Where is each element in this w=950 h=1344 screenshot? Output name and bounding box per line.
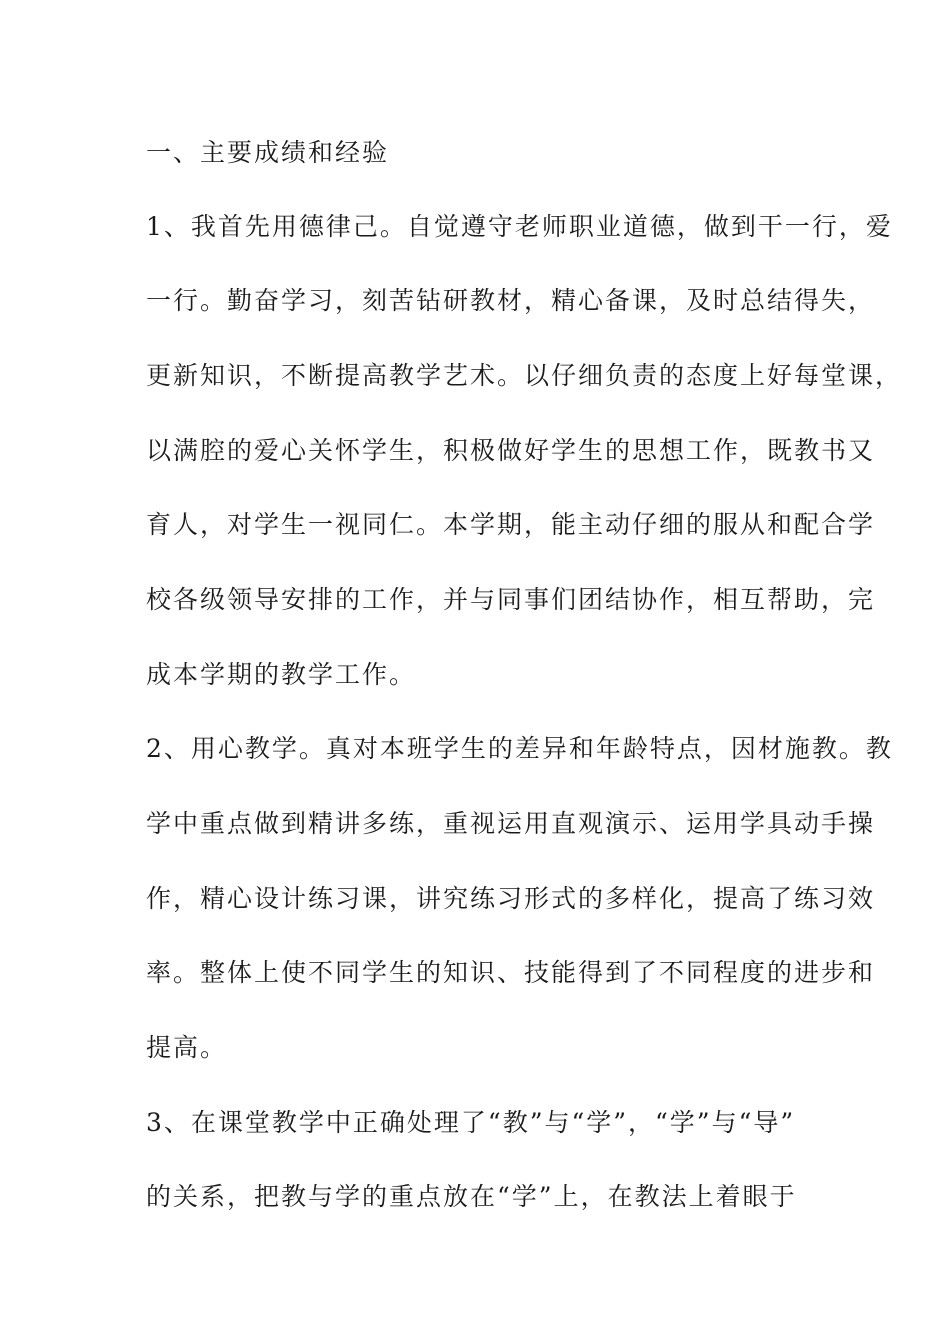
section-heading: 一、主要成绩和经验 — [146, 138, 390, 167]
paragraph-2-line-4: 率。整体上使不同学生的知识、技能得到了不同程度的进步和 — [146, 958, 876, 987]
paragraph-1-line-4: 以满腔的爱心关怀学生，积极做好学生的思想工作，既教书又 — [146, 436, 876, 465]
paragraph-1-line-5: 育人，对学生一视同仁。本学期，能主动仔细的服从和配合学 — [146, 510, 876, 539]
paragraph-3-line-2: 的关系，把教与学的重点放在“学”上，在教法上着眼于 — [146, 1182, 797, 1211]
paragraph-2-line-1: 2、用心教学。真对本班学生的差异和年龄特点，因材施教。教 — [146, 734, 893, 763]
paragraph-2-line-3: 作，精心设计练习课，讲究练习形式的多样化，提高了练习效 — [146, 884, 876, 913]
paragraph-2-line-5: 提高。 — [146, 1033, 228, 1062]
paragraph-1-line-1: 1、我首先用德律己。自觉遵守老师职业道德，做到干一行，爱 — [146, 212, 893, 241]
paragraph-1-line-7: 成本学期的教学工作。 — [146, 660, 417, 689]
paragraph-1-line-6: 校各级领导安排的工作，并与同事们团结协作，相互帮助，完 — [146, 585, 876, 614]
paragraph-1-line-2: 一行。勤奋学习，刻苦钻研教材，精心备课，及时总结得失， — [146, 286, 876, 315]
paragraph-3-line-1: 3、在课堂教学中正确处理了“教”与“学”，“学”与“导” — [146, 1108, 796, 1137]
paragraph-2-line-2: 学中重点做到精讲多练，重视运用直观演示、运用学具动手操 — [146, 809, 876, 838]
paragraph-1-line-3: 更新知识，不断提高教学艺术。以仔细负责的态度上好每堂课， — [146, 361, 903, 390]
